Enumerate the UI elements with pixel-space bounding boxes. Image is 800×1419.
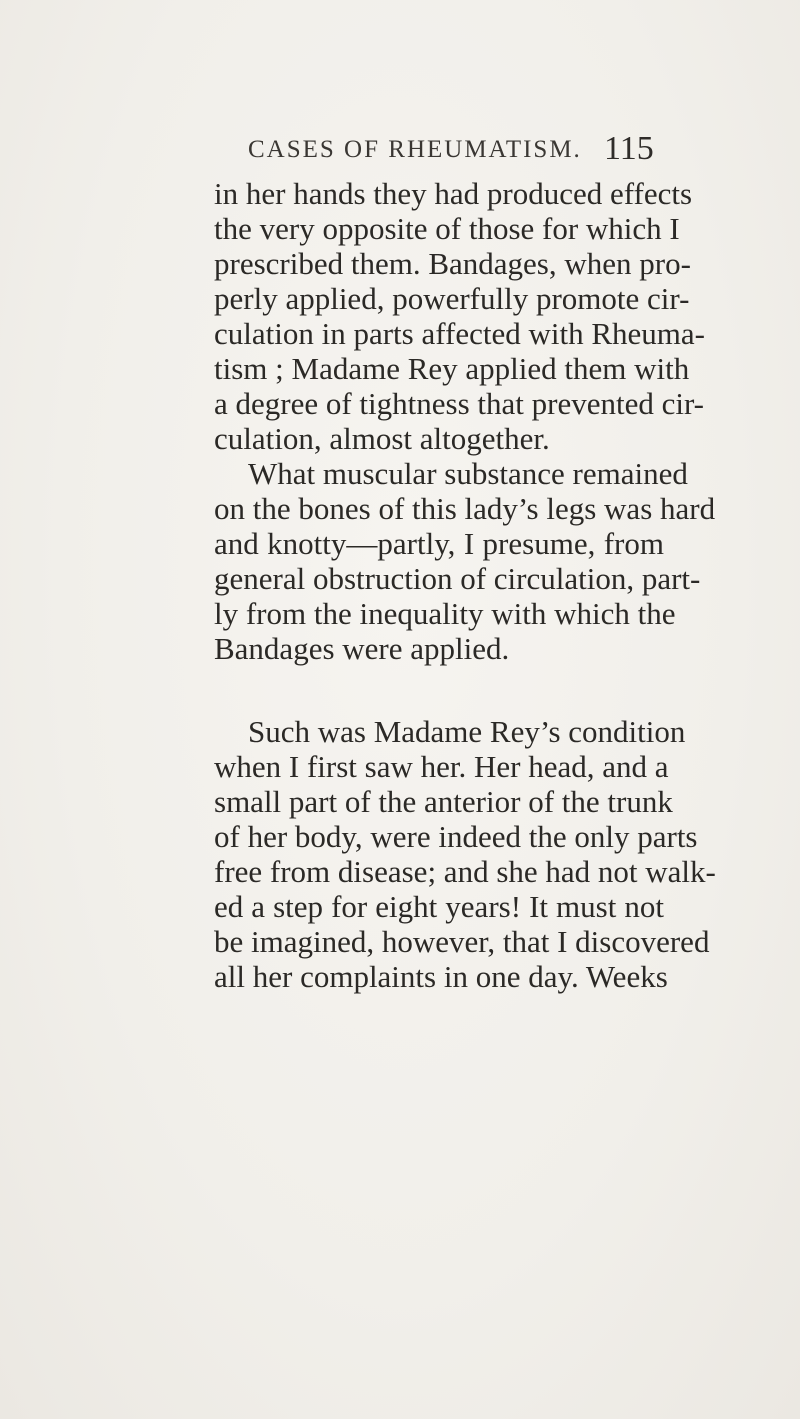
text-line: free from disease; and she had not walk- — [214, 854, 716, 889]
text-line: small part of the anterior of the trunk — [214, 784, 673, 819]
text-line: be imagined, however, that I discovered — [214, 924, 710, 959]
paragraph-spacer — [214, 666, 664, 714]
text-line: and knotty—partly, I presume, from — [214, 526, 664, 561]
text-line: of her body, were indeed the only parts — [214, 819, 698, 854]
text-line: prescribed them. Bandages, when pro- — [214, 246, 691, 281]
text-line: What muscular substance remained — [248, 456, 688, 491]
text-line: a degree of tightness that prevented cir- — [214, 386, 705, 421]
text-line: culation, almost altogether. — [214, 421, 550, 456]
text-line: tism ; Madame Rey applied them with — [214, 351, 690, 386]
body-text — [214, 176, 716, 994]
text-line: ly from the inequality with which the — [214, 596, 676, 631]
text-line: culation in parts affected with Rheuma- — [214, 316, 705, 351]
text-line: in her hands they had produced effects — [214, 176, 693, 211]
paragraph-1 — [214, 176, 705, 456]
text-line: all her complaints in one day. Weeks — [214, 959, 668, 994]
page-number: 115 — [604, 130, 654, 167]
text-line: ed a step for eight years! It must not — [214, 889, 664, 924]
text-line: perly applied, powerfully promote cir- — [214, 281, 690, 316]
paragraph-3 — [214, 714, 716, 994]
text-line: Bandages were applied. — [214, 631, 510, 666]
text-line: on the bones of this lady’s legs was hard — [214, 491, 716, 526]
text-line: general obstruction of circulation, part- — [214, 561, 701, 596]
text-line: Such was Madame Rey’s condition — [248, 714, 686, 749]
running-head: CASES OF RHEUMATISM. — [248, 136, 582, 163]
text-line: the very opposite of those for which I — [214, 211, 680, 246]
text-line: when I first saw her. Her head, and a — [214, 749, 669, 784]
paragraph-2 — [214, 456, 716, 666]
